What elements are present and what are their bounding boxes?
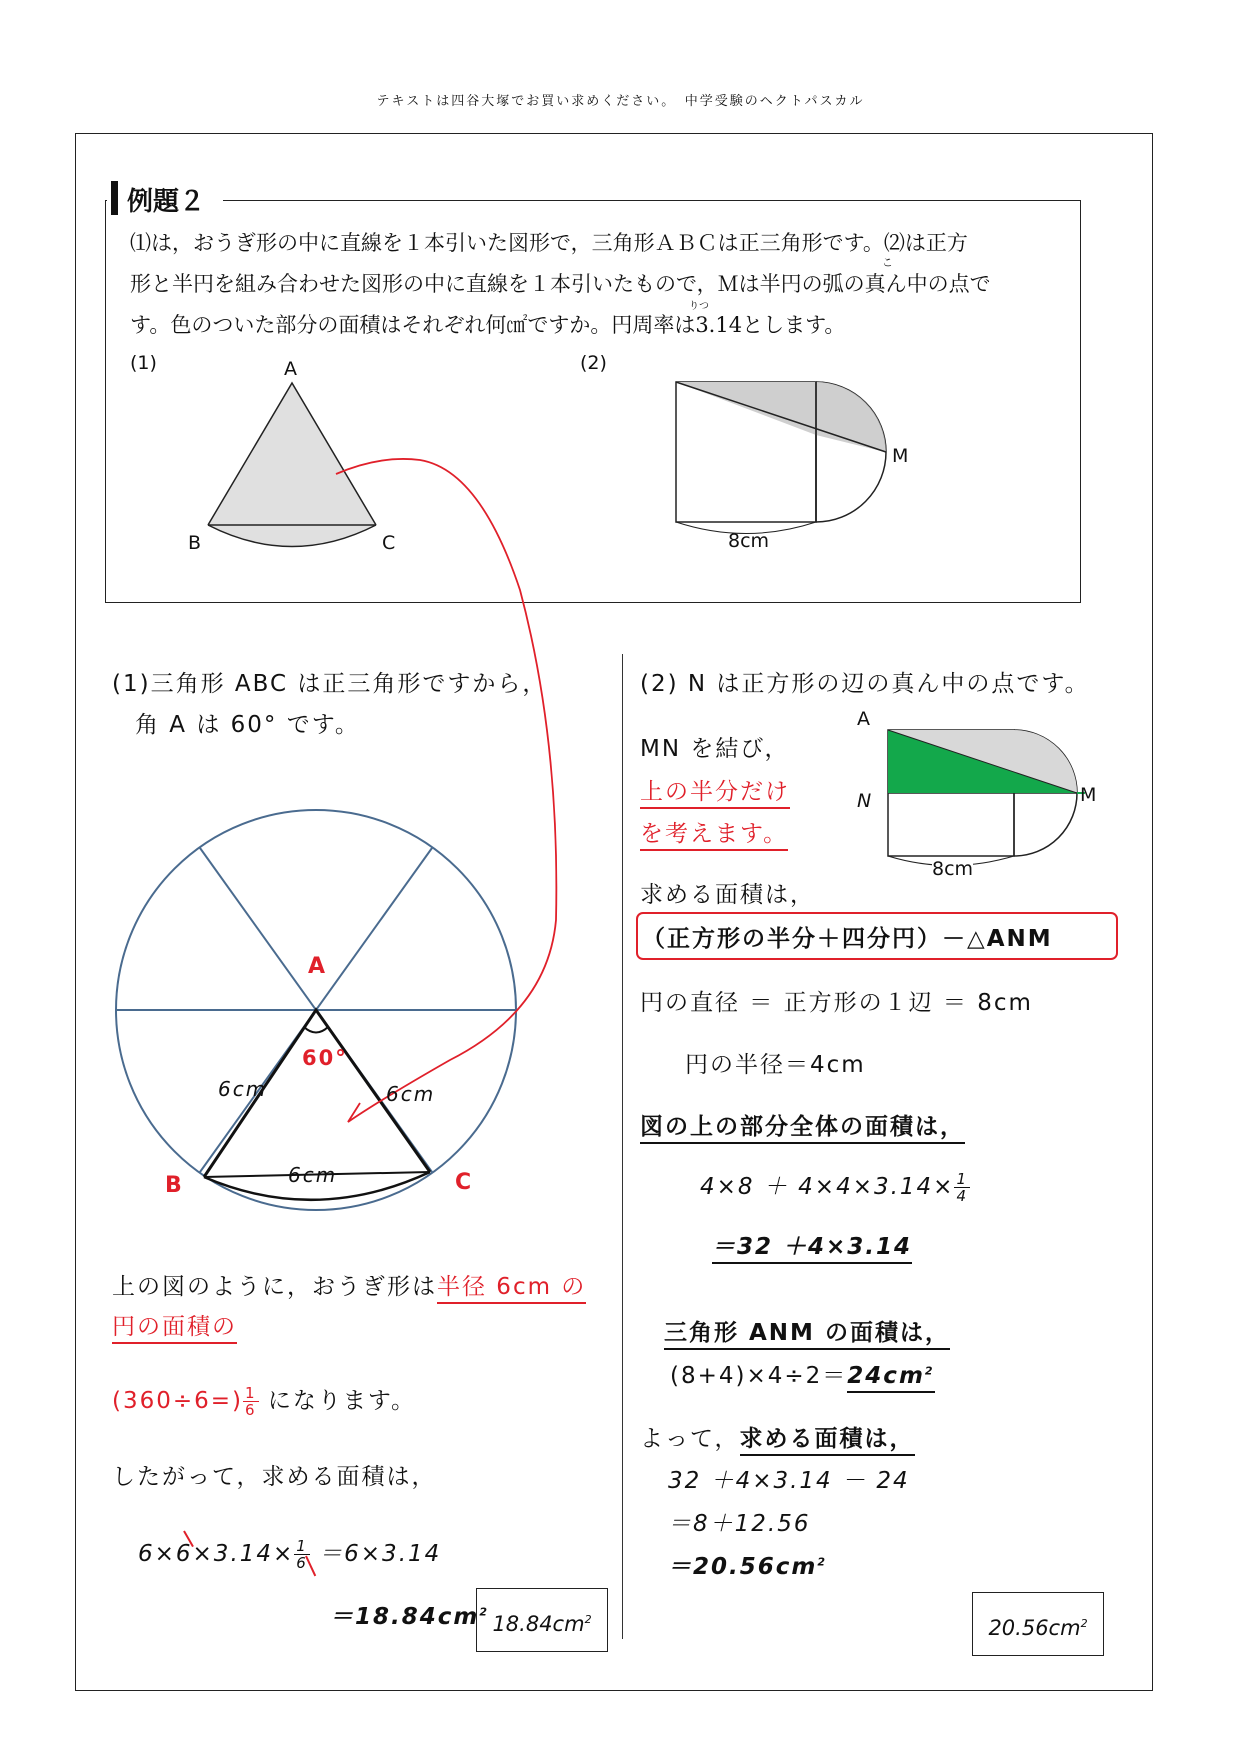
- sol2-f1: 32 ＋4×3.14 － 24: [668, 1468, 910, 1494]
- sol2-fig-len: 8cm: [932, 858, 974, 880]
- sol2-trians-sq: 2: [924, 1364, 935, 1378]
- sol1-line1: (1)三角形 ABC は正三角形ですから，: [112, 671, 548, 697]
- red-connector: [336, 459, 556, 1122]
- problem-line-1: ⑴は，おうぎ形の中に直線を１本引いた図形で，三角形ＡＢＣは正三角形です。⑵は正方: [130, 231, 968, 255]
- sol2-f2: ＝8＋12.56: [668, 1511, 811, 1537]
- sol2-f3-wrap: [668, 1548, 827, 1581]
- sol2-then: よって，: [640, 1426, 740, 1452]
- sol1-fig-left: 6cm: [218, 1077, 268, 1101]
- sol2-upper-wrap: [640, 1108, 965, 1141]
- sol1-line2: 角 A は 60° です。: [135, 712, 360, 738]
- fig2-m: M: [892, 445, 909, 467]
- problem-line-2: 形と半円を組み合わせた図形の中に直線を１本引いたもので，Ｍは半円の弧の真ん中の点で: [130, 272, 991, 296]
- sol2-calc2: ＝32 ＋4×3.14: [712, 1234, 912, 1264]
- sol2-tricalc-text: (8+4)×4÷2＝: [670, 1363, 848, 1389]
- sol1-calc1-den: 6: [296, 1554, 308, 1572]
- sol2-then2: 求める面積は，: [740, 1426, 915, 1456]
- sol1-p1b: 半径 6cm の: [437, 1274, 586, 1304]
- sol2-line1: (2) N は正方形の辺の真ん中の点です。: [640, 671, 1090, 697]
- fig1-b: B: [188, 532, 202, 554]
- sol1-p1c: 円の面積の: [112, 1314, 237, 1344]
- sol2-calc2-wrap: [712, 1228, 912, 1261]
- sol2-answer-box: [972, 1592, 1104, 1656]
- sol2-formula: （正方形の半分＋四分円）－△ANM: [642, 926, 1053, 952]
- sol1-calc1-num: 1: [296, 1537, 308, 1555]
- sol1-fig-b: B: [165, 1173, 184, 1198]
- sol2-answer-sq: 2: [1080, 1617, 1088, 1630]
- problem-line-3: す。色のついた部分の面積はそれぞれ何㎠ですか。円周率は3.14とします。: [130, 313, 846, 337]
- sol1-fig-base: 6cm: [288, 1163, 338, 1187]
- sol2-calc1-num: 1: [956, 1170, 968, 1188]
- sol1-answer: 18.84cm: [492, 1612, 585, 1636]
- sol2-red1-wrap: [640, 773, 790, 806]
- sol2-calc1-den: 4: [956, 1187, 968, 1205]
- ruby-ritsu: りつ: [689, 301, 709, 312]
- page-header: テキストは四谷大塚でお買い求めください。 中学受験のヘクトパスカル: [376, 94, 865, 109]
- sol2-f3-sq: 2: [817, 1555, 828, 1569]
- sol2-tri: 三角形 ANM の面積は，: [664, 1320, 950, 1350]
- sol2-red2-wrap: [640, 815, 788, 848]
- fig1-shade: [208, 383, 376, 547]
- sol1-calc1-frac: [294, 1538, 310, 1571]
- sol1-p3: したがって，求める面積は，: [112, 1464, 437, 1490]
- sol2-upper: 図の上の部分全体の面積は，: [640, 1114, 965, 1144]
- sol1-p2-num: 1: [245, 1384, 257, 1402]
- sol1-calc2: [330, 1598, 489, 1631]
- sol1-fig-right: 6cm: [386, 1082, 436, 1106]
- column-divider: [622, 654, 623, 1639]
- fig1-c: C: [382, 532, 396, 554]
- sol1-p1a: 上の図のように，おうぎ形は: [112, 1274, 437, 1300]
- sol2-tricalc: [670, 1357, 935, 1390]
- sol2-mn: MN を結び，: [640, 736, 790, 762]
- sol1-p1: [112, 1268, 586, 1301]
- fig2-label: (2): [580, 352, 607, 374]
- ruby-ko: こ: [882, 256, 893, 269]
- sol1-p2: [112, 1382, 416, 1418]
- sol1-calc1a: 6×6×3.14×: [138, 1541, 295, 1567]
- sol2-calc1-frac: [954, 1171, 970, 1204]
- sol2-diam: 円の直径 ＝ 正方形の１辺 ＝ 8cm: [640, 990, 1033, 1016]
- sol1-fig-c: C: [455, 1170, 474, 1195]
- sol1-angle-mark: [304, 1027, 328, 1033]
- sol1-p1c-wrap: [112, 1308, 237, 1341]
- sol2-fig-a: A: [857, 708, 870, 730]
- sol2-radius: 円の半径＝4cm: [685, 1052, 866, 1078]
- sol2-calc1: [700, 1168, 970, 1204]
- sol1-answer-sq: 2: [584, 1613, 592, 1626]
- sol1-p2-frac: [243, 1385, 259, 1418]
- sol1-calc2-sq: 2: [479, 1605, 490, 1619]
- sol1-calc2-text: ＝18.84cm: [330, 1604, 480, 1630]
- sol2-calc1-text: 4×8 ＋ 4×4×3.14×: [700, 1174, 955, 1200]
- sol1-p2b: になります。: [267, 1388, 417, 1414]
- sol2-seek: 求める面積は，: [640, 882, 815, 908]
- sol2-trians-wrap: [847, 1363, 934, 1393]
- sol2-f3: ＝20.56cm: [668, 1554, 818, 1580]
- sol1-p2a: (360÷6=): [112, 1388, 244, 1414]
- sol2-fig-m: M: [1080, 784, 1097, 806]
- sol2-tri-wrap: [664, 1314, 950, 1347]
- sol1-fig-a: A: [308, 954, 328, 979]
- sol2-trians: 24cm: [847, 1363, 925, 1389]
- sol1-p2-den: 6: [245, 1401, 257, 1419]
- sol1-answer-box: [476, 1588, 608, 1652]
- fig2-dim-arc: [676, 522, 816, 534]
- sol1-calc1b: ＝6×3.14: [319, 1541, 442, 1567]
- fig1-a: A: [284, 358, 297, 380]
- sol2-then-wrap: [640, 1420, 915, 1453]
- sol2-red2: を考えます。: [640, 821, 788, 851]
- sol2-fig-n: N: [857, 790, 872, 812]
- sol1-fig-angle: 60°: [302, 1046, 348, 1070]
- sol2-answer: 20.56cm: [988, 1616, 1081, 1640]
- fig1-label: (1): [130, 352, 157, 374]
- sol1-calc1: [138, 1535, 441, 1571]
- sol2-red1: 上の半分だけ: [640, 779, 790, 809]
- problem-title-text: 例題２: [127, 187, 206, 217]
- fig2-len: 8cm: [728, 530, 770, 552]
